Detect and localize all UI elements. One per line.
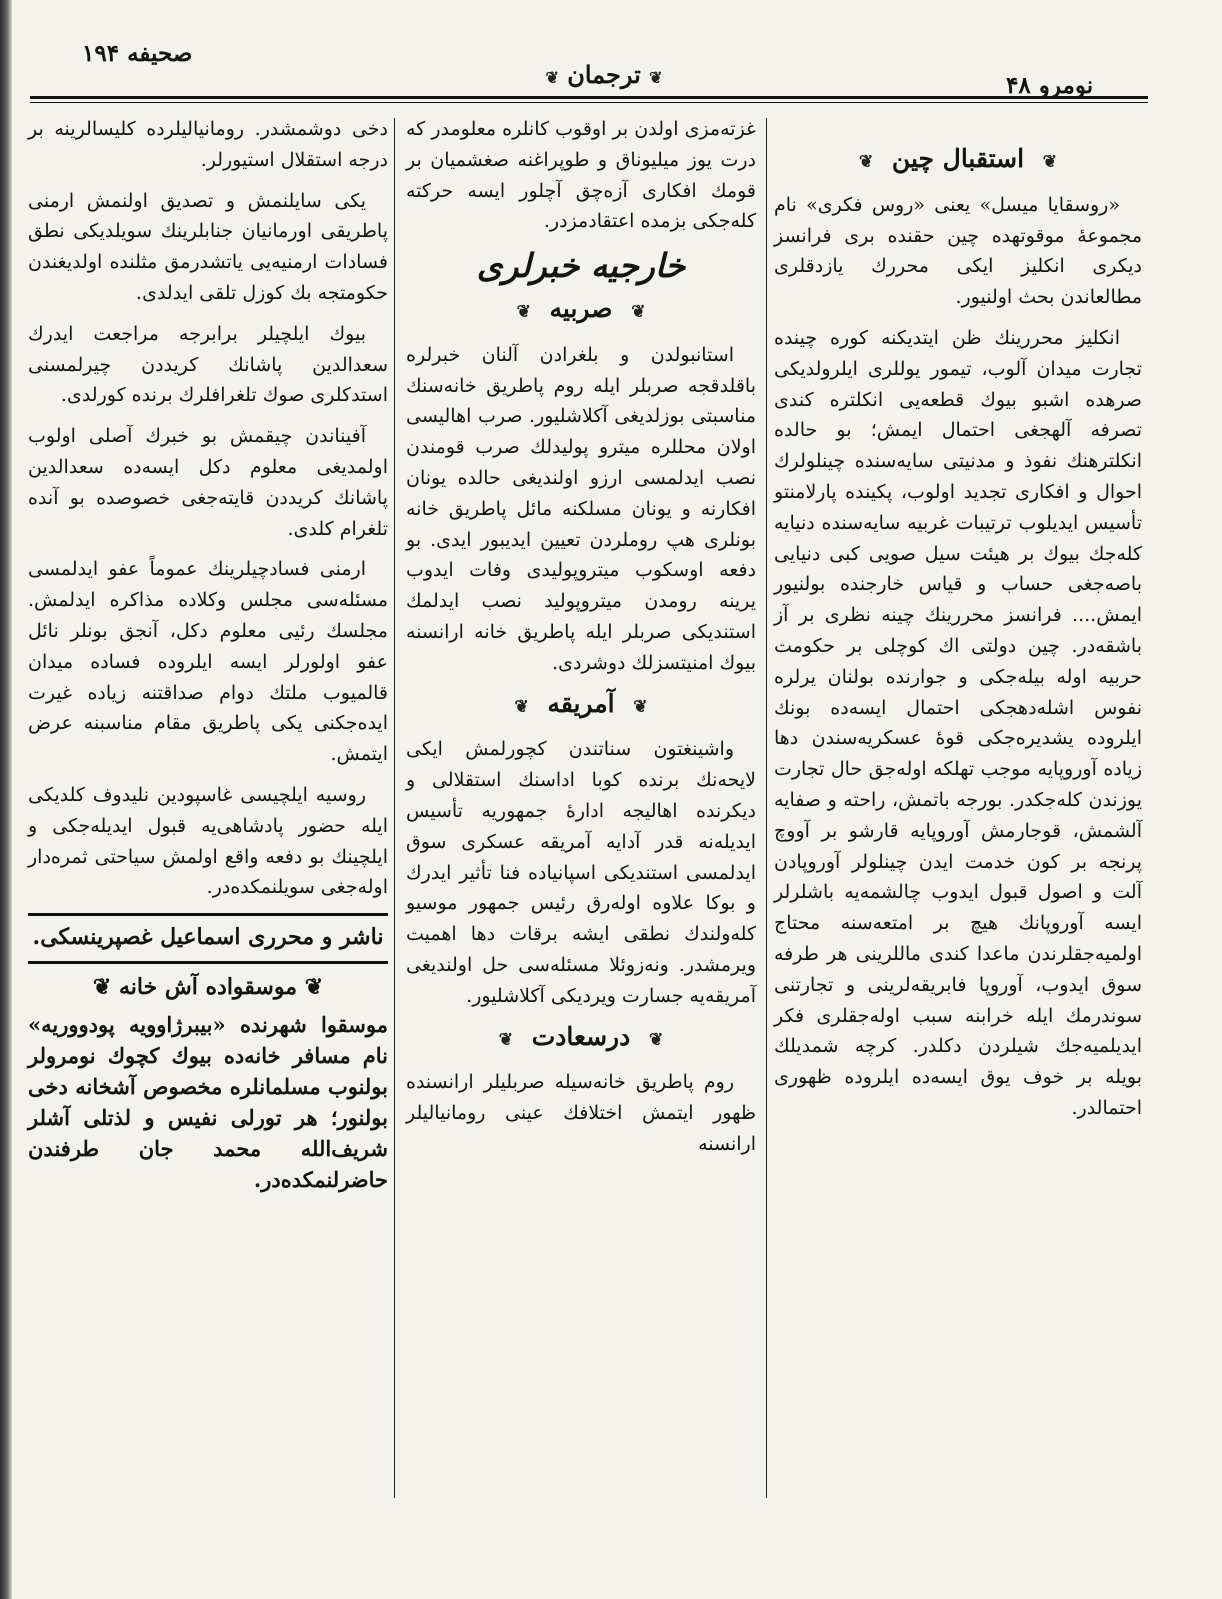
publisher-imprint: ناشر و محرری اسماعیل غصپرینسکی.	[32, 924, 384, 951]
section-paragraph: روم پاطریق خانه‌سیله صربلیلر ارانسنده ظهور ایتمش اختلافك عینی رومانیالیلر ارانسنه	[406, 1071, 756, 1155]
right-column	[774, 114, 1142, 1134]
intro-paragraph: غزته‌مزی اولدن بر اوقوب کانلره معلومدر که درت یوز میلیوناق و طوپراغنه صغشمیان بر قومك افکاری آزه‌چق آچلور ایسه حرکته کله‌جکی بزمده اعتقادمزدر.	[406, 118, 756, 233]
header-rule	[30, 96, 1148, 103]
newspaper-title	[534, 60, 674, 89]
article-title-china	[774, 144, 1142, 178]
news-paragraph: یکی سایلنمش و تصدیق اولنمش ارمنی پاطریقی اورمانیان جنابلرینك سویلدیکی نطق فسادات ارمنیه‌یی یاتشدرمق مثلنده اولدیغندن حکومتجه بك کوزل تلقی ایدلدی.	[28, 189, 388, 304]
newspaper-title-text: ترجمان	[567, 60, 641, 89]
news-paragraph: دخی دوشمشدر. رومانیالیلرده کلیسالرینه بر درجه استقلال استیورلر.	[28, 118, 388, 171]
ornament-icon: ❦	[304, 973, 324, 1000]
issue-number-label: نومرو ۴۸	[1006, 72, 1094, 99]
column-divider-left	[394, 118, 395, 1498]
middle-column	[406, 114, 756, 1170]
news-paragraph: بیوك ایلچیلر برابرجه مراجعت ایدرك سعدالدین پاشانك کریددن چیرلمسنی استدکلری صوك تلغرافلرك برنده کورلدی.	[28, 322, 388, 407]
section-title-text: صربیه	[549, 293, 613, 323]
news-paragraph: روسیه ایلچیسی غاسپودین نلیدوف کلدیکی ایله حضور پادشاهی‌یه قبول ایدیله‌جکی و ایلچینك بو دفعه واقع اولمش سیاحتی ثمره‌دار اوله‌جغی سویلنمکده‌در.	[28, 783, 388, 899]
foreign-news-heading: خارجیه خبرلری	[476, 246, 686, 286]
ornament-icon: ❦	[858, 152, 874, 172]
right-ornament-icon: ❦	[545, 68, 559, 87]
section-title-serbia	[406, 294, 756, 328]
article-title-text: استقبال چین	[891, 144, 1025, 173]
left-ornament-icon: ❦	[649, 68, 663, 87]
imprint-rule-bottom	[28, 961, 388, 964]
ornament-icon: ❦	[498, 1029, 514, 1050]
section-paragraph: واشینغتون سناتندن کچورلمش ایکی لایحه‌نك برنده کوبا اداسنك استقلالی و دیکرنده اهالیجه ادارهٔ جمهوریه تأسیس ایدیله‌نه قدر آدایه آمریقه عسکری سوق ایدلمسی استندیکی اسپانیاده فنا تأثیر ایدرك و بوکا علاوه اوله‌رق رئیس جمهور موسیو کله‌ولندك نطقی ایشه برقات دها اهمیت ویرمشدر. ونه‌زوئلا مسئله‌سی حل اولندیغی آمریقه‌یه جسارت ویردیکی آکلاشلیور.	[406, 738, 756, 1007]
left-column	[28, 114, 388, 1195]
advertisement-title-text: موسقواده آش خانه	[118, 973, 298, 1000]
page-binding-edge	[0, 0, 12, 1599]
ornament-icon: ❦	[516, 301, 531, 322]
news-paragraph: ارمنی فسادچیلرینك عموماً عفو ایدلمسی مسئله‌سی مجلس وکلاده مذاکره ایدلمش. مجلسك رئیی معلوم دکل، آنجق بونلر نائل عفو اولورلر ایسه ایلروده فساده میدان قالمیوب ملتك دوام صداقتنه زیاده غیرت ایده‌جکنی یکی پاطریق مقام مناسبنه عرض ایتمش.	[28, 558, 388, 766]
article-paragraph: «روسقایا میسل» یعنی «روس فکری» نام مجموعهٔ موقوتهده چین حقنده بری فرانسز دیکری انکلیز ایکی محررك یازدقلری مطالعاندن بحث اولنیور.	[774, 193, 1142, 309]
advertisement-text: موسقوا شهرنده «بیبرژاوویه پودووریه» نام مسافر خانه‌ده بیوك کچوك نومرولر بولنوب مسلمانلره مخصوص آشخانه دخی بولنور؛ هر تورلی نفیس و لذتلی آشلر شریف‌الله محمد جان طرفندن حاضرلنمکده‌در.	[28, 1011, 388, 1192]
ornament-icon: ❦	[92, 973, 112, 1000]
ornament-icon: ❦	[633, 696, 648, 717]
ornament-icon: ❦	[514, 696, 529, 717]
section-title-america	[406, 689, 756, 723]
section-title-text: درسعادت	[531, 1021, 631, 1051]
page-number-label: صحیفه ۱۹۴	[82, 40, 193, 67]
article-paragraph: انکلیز محررینك ظن ایتدیکنه کوره چینده تجارت میدان آلوب، تیمور یوللری ایلرولدیکی صرهده اشبو بیوك قطعه‌یی انکلتره کندی تصرفه آلهجغی احتمال ایمش؛ بو حالده انکلترهنك نفوذ و مدنیتی سایه‌سنده چینلولرك احوال و افکاری تجدید اولوب، پکینده پارلامنتو تأسیس ایدیلوب ترتیبات غربیه سایه‌سنده دنیایه کله‌جك بیوك بر هیئت سیل صویی کبی دنیایی باصه‌جغی حساب و قیاس خارجنده بولنیور ایمش.... فرانسز محررینك چینه نظری بر آز باشقه‌در. چین دولتی اك کوچلی بر حکومت حربیه اوله بیله‌جکی و جوارنده بولنان یرلره نفوس اشله‌دهجکی احتمال ایسه‌ده بونك ایلروده یشدیره‌جکی قوهٔ عسکریه‌سندن دها زیاده آوروپایه موجب تهلکه اوله‌جق حال تجارت یوزندن کله‌جکدر. بورجه باتمش، راحته و صفایه آلشمش، قوجارمش آوروپایه قارشو بر آووچ پرنجه بر کون خدمت ایدن چینلولر آوروپادن آلت و اصول قبول ایدوب چالشمه‌یه باشلرلر ایسه آوروپانك هیچ بر امتعه‌سنه محتاج اولمیه‌جقلرندن ماعدا کندی ماللرینی هر طرفه سوق ایدوب، آوروپا فابریقه‌لرینی و تجارتنی سوندرمك ایله خرابنه سبب اوله‌جقلری فکر ایدیلمیه‌جك شیلردن دکلدر. کرچه شمدیلك بویله بر خوف یوق ایسه‌ده ایلروده ظهوری احتمالدر.	[774, 326, 1142, 1119]
imprint-rule-top	[28, 913, 388, 916]
news-paragraph: آفیناندن چیقمش بو خبرك آصلی اولوب اولمدیغی معلوم دکل ایسه‌ده سعدالدین پاشانك کریددن قایته‌جغی خصوصده بو آنده تلغرام کلدی.	[28, 425, 388, 540]
advertisement-title	[28, 972, 388, 1003]
section-title-istanbul	[406, 1022, 756, 1056]
ornament-icon: ❦	[631, 301, 646, 322]
newspaper-page	[14, 0, 1222, 1599]
column-divider-right	[766, 118, 767, 1498]
section-paragraph: استانبولدن و بلغرادن آلنان خبرلره باقلدقجه صربلر ایله روم پاطریق خانه‌سنك مناسبتی بوزلدیغی آکلاشلیور. صرب اهالیسی اولان محللره میترو پولیدلك صرب قومندن نصب ایدلمسی ارزو اولندیغی حالده یونان افکارنه و یونان مسلکنه مائل پاطریق خانه بونلری هپ روملردن تعیین ایدیبور ایدی. بو دفعه اوسکوب میتروپولیدی وفات ایدوب یرینه رومدن میتروپولید نصب ایدلمك استندیکی صربلر ایله پاطریق خانه ارانسنه بیوك امنیتسزلك دوشردی.	[406, 343, 756, 674]
ornament-icon: ❦	[1042, 152, 1058, 172]
ornament-icon: ❦	[648, 1029, 664, 1050]
section-title-text: آمریقه	[547, 688, 615, 718]
